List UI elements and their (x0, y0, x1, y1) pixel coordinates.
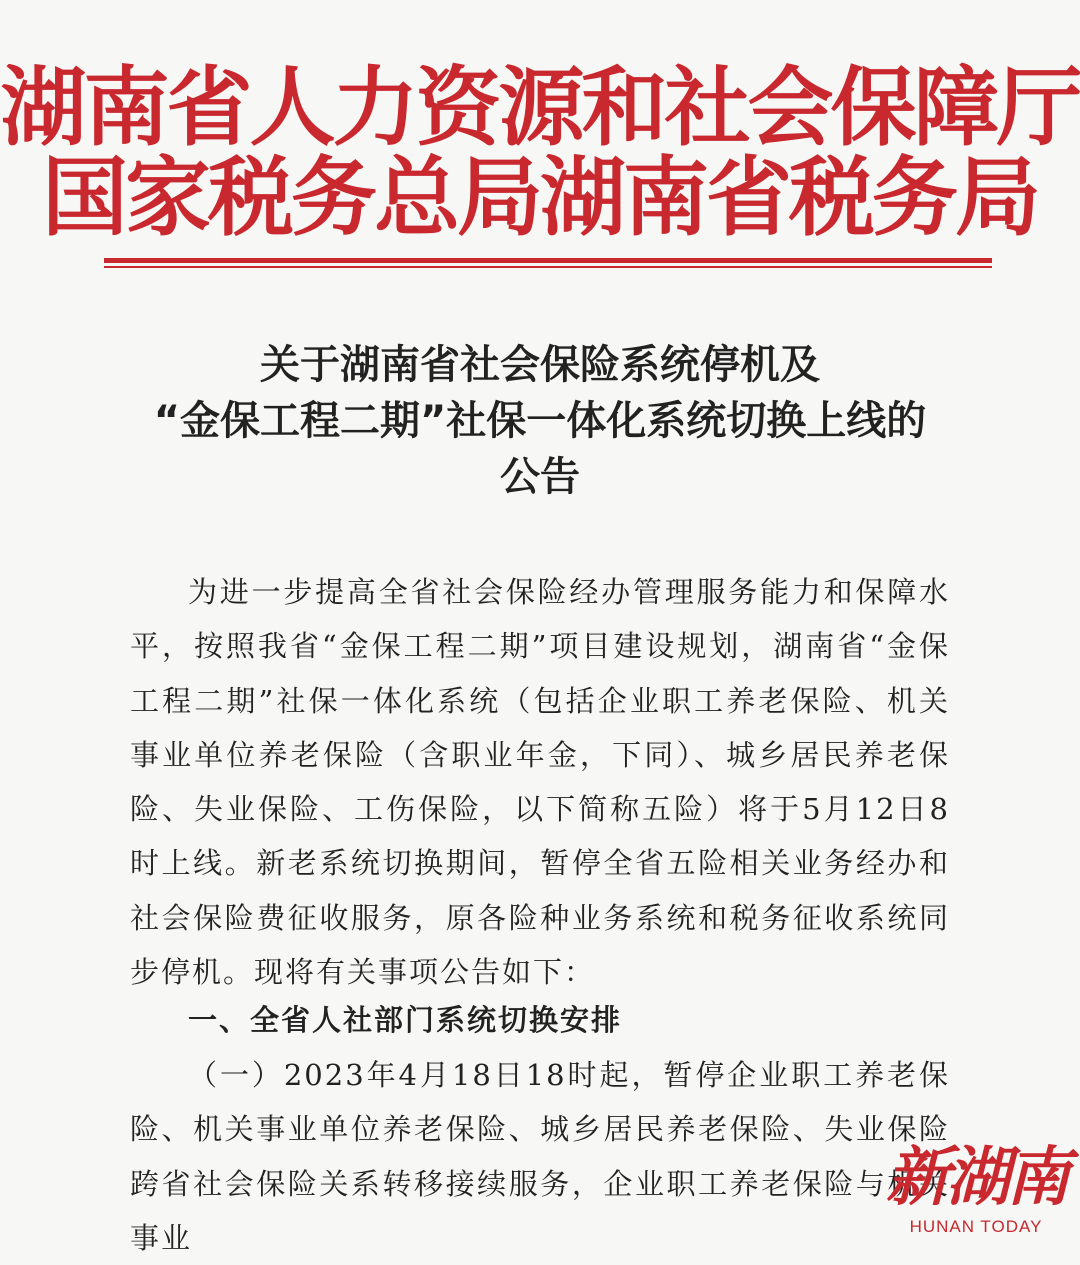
red-divider-thin (104, 266, 992, 268)
watermark-logo-text: 新湖南 (886, 1141, 1066, 1215)
title-line-2: “金保工程二期”社保一体化系统切换上线的 (153, 398, 927, 444)
red-divider-thick (104, 258, 992, 263)
body-paragraph-1: 为进一步提高全省社会保险经办管理服务能力和保障水平，按照我省“金保工程二期”项目建设规划，湖南省“金保工程二期”社保一体化系统（包括企业职工养老保险、机关事业单位养老保险（含职业年金，下同）、城乡居民养老保险、失业保险、工伤保险，以下简称五险）将于5月12日8时上线。新老系统切换期间，暂停全省五险相关业务经办和社会保险费征收服务，原各险种业务系统和税务征收系统同步停机。现将有关事项公告如下： (130, 575, 950, 990)
section-heading-1: 一、全省人社部门系统切换安排 (188, 1003, 623, 1037)
letterhead-line-2: 国家税务总局湖南省税务局 (42, 148, 1038, 248)
letterhead-line-1: 湖南省人力资源和社会保障厅 (0, 58, 1080, 158)
hunan-today-watermark (886, 1140, 1066, 1238)
title-line-1: 关于湖南省社会保险系统停机及 (260, 342, 820, 388)
body-paragraph-2: （一）2023年4月18日18时起，暂停企业职工养老保险、机关事业单位养老保险、城乡居民养老保险、失业保险跨省社会保险关系转移接续服务，企业职工养老保险与机关事业 (130, 1058, 950, 1255)
title-line-3: 公告 (500, 454, 580, 500)
watermark-subtitle: HUNAN TODAY (909, 1217, 1043, 1236)
